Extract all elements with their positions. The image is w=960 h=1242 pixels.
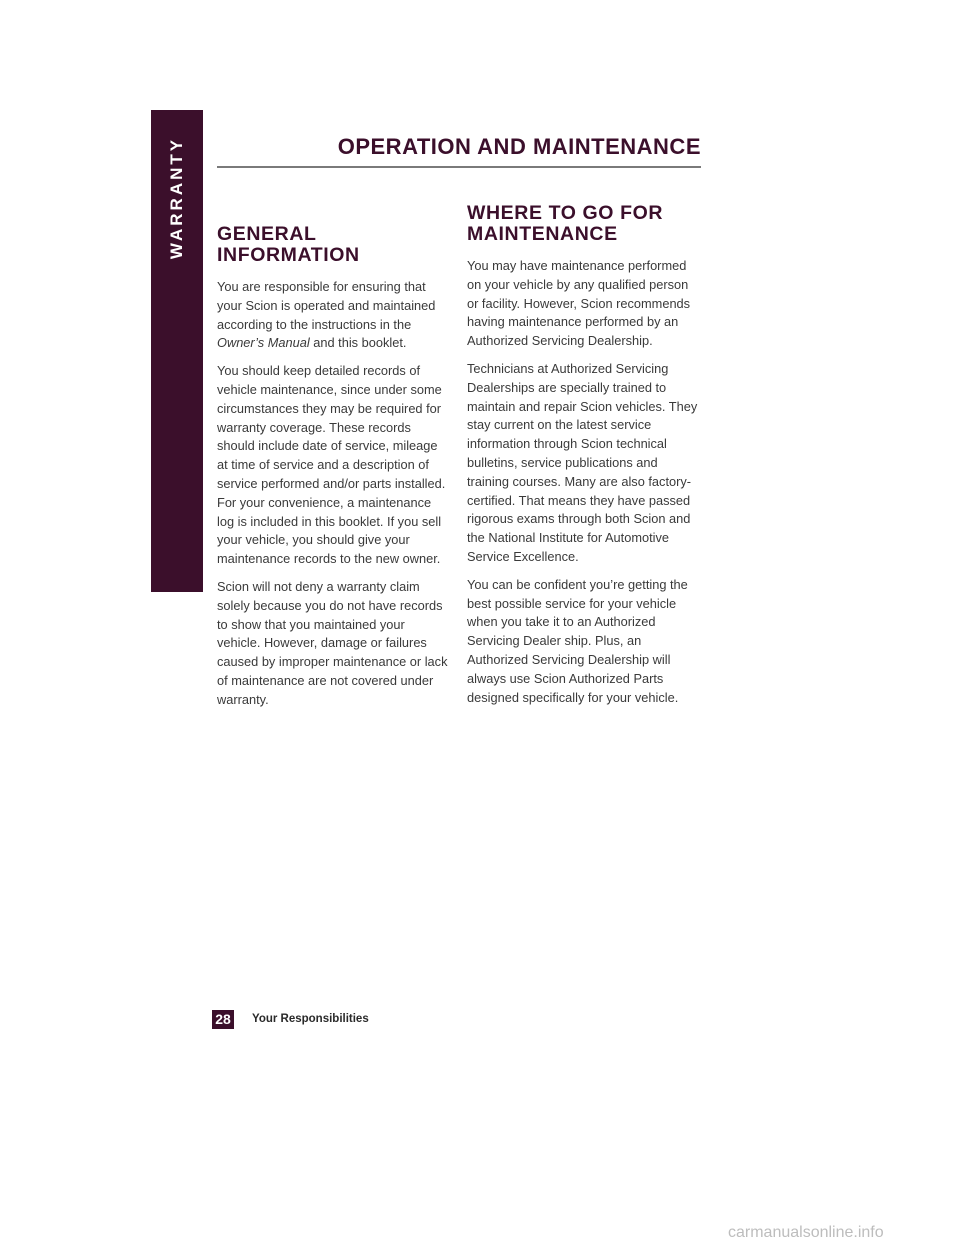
side-tab [151, 110, 203, 592]
footer-label: Your Responsibilities [252, 1013, 369, 1025]
section-title: OPERATION AND MAINTENANCE [337, 134, 701, 159]
where-to-go-heading [467, 203, 699, 245]
where-to-go-paragraph-2: Technicians at Authorized Servicing Dealerships are specially trained to maintain and repair Scion vehicles. They stay current on the latest service information through Scion technical bulletins, service publications and training courses. Many are also factory-certified. That means they have passed rigorous exams through both Scion and the National Institute for Automotive Service Excellence. [467, 360, 698, 564]
general-info-paragraph-3: Scion will not deny a warranty claim solely because you do not have records to show that you maintained your vehicle. However, damage or failures caused by improper maintenance or lack of maintenance are not covered under warranty. [217, 578, 448, 707]
where-to-go-paragraph-1: You may have maintenance performed on your vehicle by any qualified person or facility. However, Scion recommends having maintenance performed by an Authorized Servicing Dealership. [467, 258, 691, 349]
general-info-paragraph-2: You should keep detailed records of vehicle maintenance, since under some circumstances they may be required for warranty coverage. These records should include date of service, mileage at time of service and a description of service performed and/or parts installed. For your convenience, a maintenance log is included in this booklet. If you sell your vehicle, you should give your maintenance records to the new owner. [217, 363, 446, 567]
para1-text-start: You are responsible for ensuring that your Scion is operated and maintained according to the instructions in the [217, 279, 436, 332]
heading-line-1: WHERE TO GO FOR [467, 202, 664, 224]
page-footer [212, 1009, 369, 1029]
heading-line-2: MAINTENANCE [467, 223, 618, 245]
right-column [467, 200, 699, 716]
para1-text-end: and this booklet. [309, 335, 407, 351]
side-tab-label: WARRANTY [167, 136, 186, 260]
watermark: carmanualsonline.info [728, 1224, 884, 1241]
title-divider [217, 166, 701, 168]
where-to-go-paragraph-3: You can be confident you’re getting the best possible service for your vehicle when you take it to an Authorized Servicing Dealer ship. Plus, an Authorized Servicing Dealership will always use Scion Authorized Parts designed specifically for your vehicle. [467, 576, 688, 705]
owners-manual-title: Owner’s Manual [217, 335, 310, 351]
page-number: 28 [212, 1010, 234, 1029]
general-information-heading: GENERAL INFORMATION [217, 223, 360, 266]
general-info-paragraph-1 [217, 278, 449, 353]
left-column [217, 200, 449, 719]
